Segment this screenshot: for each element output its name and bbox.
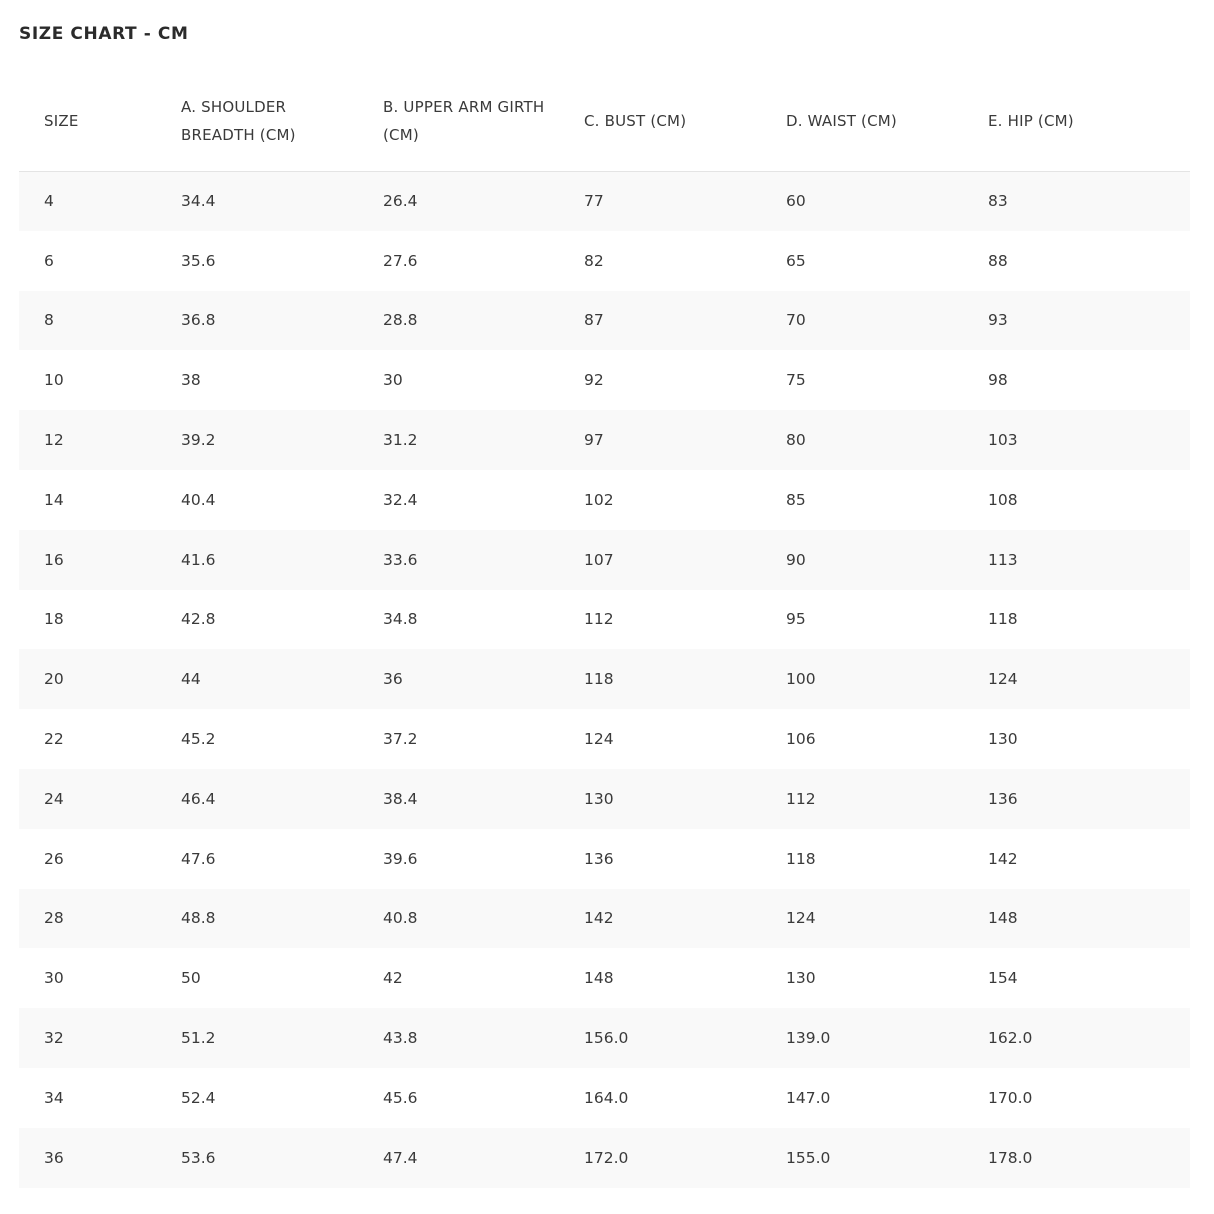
table-row xyxy=(19,829,1190,889)
cell-hip: 136 xyxy=(988,789,1018,808)
cell-hip: 88 xyxy=(988,251,1008,270)
cell-bust: 164.0 xyxy=(584,1088,629,1107)
cell-size: 24 xyxy=(44,789,64,808)
cell-bust: 82 xyxy=(584,251,604,270)
cell-waist: 80 xyxy=(786,431,806,450)
cell-size: 36 xyxy=(44,1148,64,1167)
cell-size: 22 xyxy=(44,730,64,749)
table-row xyxy=(19,649,1190,709)
cell-shoulder-breadth: 45.2 xyxy=(181,730,216,749)
cell-shoulder-breadth: 48.8 xyxy=(181,909,216,928)
cell-waist: 60 xyxy=(786,192,806,211)
cell-shoulder-breadth: 36.8 xyxy=(181,311,216,330)
cell-size: 28 xyxy=(44,909,64,928)
cell-upper-arm-girth: 37.2 xyxy=(383,730,418,749)
table-row xyxy=(19,709,1190,769)
cell-waist: 130 xyxy=(786,969,816,988)
cell-hip: 93 xyxy=(988,311,1008,330)
cell-bust: 77 xyxy=(584,192,604,211)
cell-shoulder-breadth: 40.4 xyxy=(181,490,216,509)
cell-size: 4 xyxy=(44,192,54,211)
cell-upper-arm-girth: 28.8 xyxy=(383,311,418,330)
cell-upper-arm-girth: 26.4 xyxy=(383,192,418,211)
cell-shoulder-breadth: 47.6 xyxy=(181,849,216,868)
cell-bust: 107 xyxy=(584,550,614,569)
cell-size: 14 xyxy=(44,490,64,509)
cell-waist: 112 xyxy=(786,789,816,808)
cell-waist: 95 xyxy=(786,610,806,629)
cell-hip: 103 xyxy=(988,431,1018,450)
cell-waist: 65 xyxy=(786,251,806,270)
cell-bust: 124 xyxy=(584,730,614,749)
cell-hip: 83 xyxy=(988,192,1008,211)
table-row xyxy=(19,590,1190,650)
cell-shoulder-breadth: 35.6 xyxy=(181,251,216,270)
table-header xyxy=(19,72,1190,171)
cell-size: 18 xyxy=(44,610,64,629)
cell-upper-arm-girth: 47.4 xyxy=(383,1148,418,1167)
cell-hip: 98 xyxy=(988,371,1008,390)
cell-upper-arm-girth: 33.6 xyxy=(383,550,418,569)
cell-shoulder-breadth: 42.8 xyxy=(181,610,216,629)
cell-hip: 148 xyxy=(988,909,1018,928)
table-row xyxy=(19,171,1190,231)
cell-waist: 85 xyxy=(786,490,806,509)
table-row xyxy=(19,231,1190,291)
cell-waist: 139.0 xyxy=(786,1029,831,1048)
cell-upper-arm-girth: 30 xyxy=(383,371,403,390)
column-header-waist: D. WAIST (CM) xyxy=(786,112,897,131)
cell-hip: 170.0 xyxy=(988,1088,1033,1107)
cell-upper-arm-girth: 38.4 xyxy=(383,789,418,808)
cell-waist: 75 xyxy=(786,371,806,390)
cell-hip: 162.0 xyxy=(988,1029,1033,1048)
cell-shoulder-breadth: 38 xyxy=(181,371,201,390)
page-title: SIZE CHART - CM xyxy=(19,24,189,44)
cell-shoulder-breadth: 53.6 xyxy=(181,1148,216,1167)
cell-size: 16 xyxy=(44,550,64,569)
cell-upper-arm-girth: 43.8 xyxy=(383,1029,418,1048)
cell-upper-arm-girth: 39.6 xyxy=(383,849,418,868)
cell-upper-arm-girth: 42 xyxy=(383,969,403,988)
cell-bust: 102 xyxy=(584,490,614,509)
table-row xyxy=(19,948,1190,1008)
cell-size: 8 xyxy=(44,311,54,330)
size-chart-table xyxy=(19,72,1190,1188)
cell-bust: 148 xyxy=(584,969,614,988)
cell-upper-arm-girth: 27.6 xyxy=(383,251,418,270)
cell-waist: 155.0 xyxy=(786,1148,831,1167)
cell-bust: 172.0 xyxy=(584,1148,629,1167)
cell-shoulder-breadth: 41.6 xyxy=(181,550,216,569)
cell-hip: 118 xyxy=(988,610,1018,629)
column-header-bust: C. BUST (CM) xyxy=(584,112,687,131)
cell-bust: 87 xyxy=(584,311,604,330)
header-row xyxy=(19,72,1190,171)
cell-hip: 124 xyxy=(988,670,1018,689)
cell-bust: 142 xyxy=(584,909,614,928)
cell-hip: 108 xyxy=(988,490,1018,509)
table-row xyxy=(19,1128,1190,1188)
cell-upper-arm-girth: 40.8 xyxy=(383,909,418,928)
column-header-size: SIZE xyxy=(44,112,79,131)
cell-size: 20 xyxy=(44,670,64,689)
cell-bust: 92 xyxy=(584,371,604,390)
table-row xyxy=(19,1068,1190,1128)
cell-size: 26 xyxy=(44,849,64,868)
cell-shoulder-breadth: 44 xyxy=(181,670,201,689)
cell-bust: 130 xyxy=(584,789,614,808)
cell-hip: 142 xyxy=(988,849,1018,868)
cell-bust: 118 xyxy=(584,670,614,689)
cell-bust: 97 xyxy=(584,431,604,450)
column-header-hip: E. HIP (CM) xyxy=(988,112,1074,131)
cell-upper-arm-girth: 45.6 xyxy=(383,1088,418,1107)
table-row xyxy=(19,889,1190,949)
column-header-upper-arm-girth: B. UPPER ARM GIRTH (CM) xyxy=(383,98,545,145)
cell-size: 10 xyxy=(44,371,64,390)
column-header-shoulder-breadth: A. SHOULDER BREADTH (CM) xyxy=(181,98,296,145)
cell-waist: 147.0 xyxy=(786,1088,831,1107)
cell-upper-arm-girth: 31.2 xyxy=(383,431,418,450)
cell-bust: 136 xyxy=(584,849,614,868)
table-row xyxy=(19,769,1190,829)
cell-waist: 106 xyxy=(786,730,816,749)
table-body xyxy=(19,171,1190,1188)
table-row xyxy=(19,410,1190,470)
table-row xyxy=(19,291,1190,351)
cell-shoulder-breadth: 34.4 xyxy=(181,192,216,211)
cell-waist: 124 xyxy=(786,909,816,928)
cell-hip: 130 xyxy=(988,730,1018,749)
cell-upper-arm-girth: 36 xyxy=(383,670,403,689)
cell-waist: 100 xyxy=(786,670,816,689)
cell-shoulder-breadth: 39.2 xyxy=(181,431,216,450)
cell-size: 32 xyxy=(44,1029,64,1048)
cell-waist: 90 xyxy=(786,550,806,569)
table-row xyxy=(19,530,1190,590)
cell-hip: 113 xyxy=(988,550,1018,569)
table-row xyxy=(19,350,1190,410)
cell-waist: 70 xyxy=(786,311,806,330)
cell-shoulder-breadth: 50 xyxy=(181,969,201,988)
cell-upper-arm-girth: 32.4 xyxy=(383,490,418,509)
table-row xyxy=(19,1008,1190,1068)
cell-bust: 156.0 xyxy=(584,1029,629,1048)
cell-size: 12 xyxy=(44,431,64,450)
cell-size: 30 xyxy=(44,969,64,988)
cell-upper-arm-girth: 34.8 xyxy=(383,610,418,629)
cell-size: 34 xyxy=(44,1088,64,1107)
table-row xyxy=(19,470,1190,530)
cell-waist: 118 xyxy=(786,849,816,868)
cell-shoulder-breadth: 52.4 xyxy=(181,1088,216,1107)
cell-shoulder-breadth: 46.4 xyxy=(181,789,216,808)
cell-hip: 178.0 xyxy=(988,1148,1033,1167)
cell-hip: 154 xyxy=(988,969,1018,988)
cell-size: 6 xyxy=(44,251,54,270)
cell-bust: 112 xyxy=(584,610,614,629)
cell-shoulder-breadth: 51.2 xyxy=(181,1029,216,1048)
